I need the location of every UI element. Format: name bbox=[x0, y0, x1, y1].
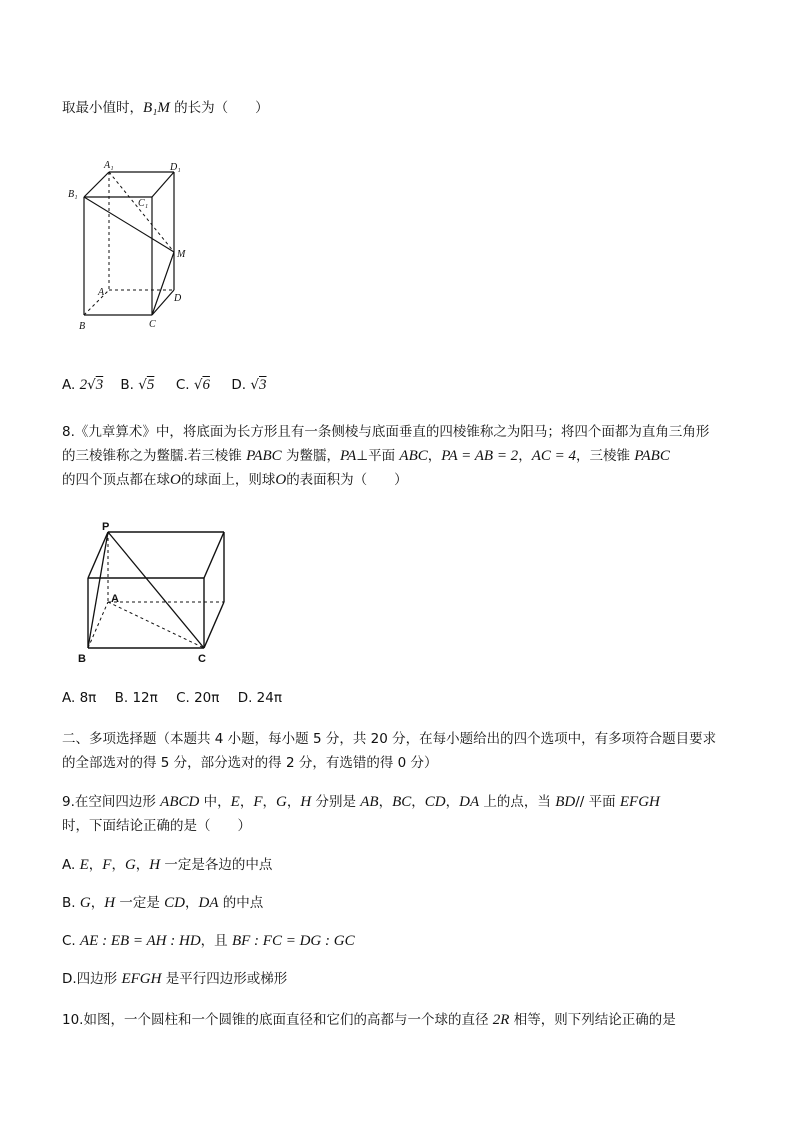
q9-math: ABCD bbox=[160, 794, 200, 810]
q10-math: 2R bbox=[492, 1012, 510, 1028]
q7-option-a-coef: 2 bbox=[79, 377, 88, 393]
q9-opt-math: E bbox=[79, 857, 89, 873]
q8-math: PABC bbox=[634, 448, 670, 464]
q9-line-2: 时，下面结论正确的是（ ） bbox=[62, 818, 251, 834]
q9-text: ， bbox=[262, 794, 276, 810]
q9-opt-math: G bbox=[79, 895, 91, 911]
q9-text: ， bbox=[378, 794, 393, 810]
q8-text: ， bbox=[518, 448, 532, 464]
q7-option-c-rad: 6 bbox=[202, 377, 210, 393]
q7-option-c[interactable] bbox=[176, 377, 214, 393]
q8-math: O bbox=[275, 472, 287, 488]
q9-opt-math: EFGH bbox=[121, 971, 162, 987]
q9-opt-text: A. bbox=[62, 857, 80, 873]
q9-opt-math: DA bbox=[198, 895, 219, 911]
q7-option-a[interactable] bbox=[62, 377, 108, 393]
q9-text: ， bbox=[445, 794, 460, 810]
q9-opt-text: 的中点 bbox=[218, 895, 264, 911]
q8-line-3 bbox=[62, 470, 408, 490]
q9-opt-text: 一定是各边的中点 bbox=[160, 857, 273, 873]
q9-option-a[interactable] bbox=[62, 855, 272, 875]
q7-expr: B₁M bbox=[143, 100, 170, 116]
fig1-label-A1: A₁ bbox=[104, 160, 114, 171]
q9-opt-text: ， bbox=[88, 857, 103, 873]
q9-text: ， bbox=[286, 794, 301, 810]
q9-text: ， bbox=[411, 794, 425, 810]
q9-opt-text: ， bbox=[90, 895, 105, 911]
fig1-label-C: C bbox=[149, 319, 156, 330]
q10-text: 10.如图，一个圆柱和一个圆锥的底面直径和它们的高都与一个球的直径 bbox=[62, 1012, 493, 1028]
q9-text: // 平面 bbox=[575, 794, 620, 810]
q9-option-c[interactable] bbox=[62, 931, 355, 951]
q10-text: 相等，则下列结论正确的是 bbox=[509, 1012, 676, 1028]
q7-option-d-rad: 3 bbox=[259, 377, 267, 393]
q9-opt-text: ， bbox=[184, 895, 199, 911]
q8-options bbox=[62, 688, 296, 708]
q9-math: AB bbox=[360, 794, 379, 810]
q9-opt-math: CD bbox=[164, 895, 185, 911]
q9-opt-math: AE : EB = AH : HD bbox=[80, 933, 201, 949]
q7-suffix: 的长为（ ） bbox=[169, 100, 269, 116]
fig1-label-B1: B₁ bbox=[68, 189, 78, 200]
q9-opt-math: BF : FC = DG : GC bbox=[231, 933, 355, 949]
q8-text: 的四个顶点都在球 bbox=[62, 472, 170, 488]
q9-math: E bbox=[230, 794, 240, 810]
fig1-label-D1: D₁ bbox=[170, 162, 181, 173]
section2-line-1: 二、多项选择题（本题共 4 小题，每小题 5 分，共 20 分，在每小题给出的四个选项中，有多项符合题目要求 bbox=[62, 731, 717, 747]
fig1-label-D: D bbox=[174, 293, 182, 304]
q9-opt-math: F bbox=[102, 857, 112, 873]
q9-math: DA bbox=[459, 794, 480, 810]
q9-option-d[interactable] bbox=[62, 969, 287, 989]
q9-opt-text: ，且 bbox=[200, 933, 232, 949]
q8-math: ABC bbox=[399, 448, 428, 464]
q8-text: ⊥平面 bbox=[356, 448, 400, 464]
sqrt-icon: √ bbox=[138, 377, 147, 393]
q9-math: BC bbox=[392, 794, 412, 810]
q8-math: PABC bbox=[246, 448, 282, 464]
q8-text: 的球面上，则球 bbox=[180, 472, 276, 488]
q8-math: PA = AB = 2 bbox=[441, 448, 519, 464]
q7-option-c-label: C. bbox=[175, 377, 194, 393]
q9-opt-text: ， bbox=[111, 857, 125, 873]
q7-question-tail bbox=[62, 98, 269, 118]
q9-opt-text: D.四边形 bbox=[62, 971, 122, 987]
q7-option-a-label: A. bbox=[62, 377, 80, 393]
fig1-label-C1: C₁ bbox=[138, 198, 149, 209]
q9-opt-text: B. bbox=[62, 895, 80, 911]
q7-option-b-label: B. bbox=[120, 377, 139, 393]
q9-text: 上的点，当 bbox=[479, 794, 556, 810]
q9-opt-math: G bbox=[124, 857, 136, 873]
q8-text: 为鳖臑， bbox=[281, 448, 340, 464]
q8-math: AC = 4 bbox=[531, 448, 576, 464]
q8-option-a[interactable]: A. 8π bbox=[62, 690, 97, 706]
q8-option-d[interactable]: D. 24π bbox=[237, 690, 282, 706]
sqrt-icon: √ bbox=[87, 377, 96, 393]
fig2-label-C: C bbox=[198, 653, 206, 665]
q9-math: F bbox=[253, 794, 263, 810]
q9-opt-math: H bbox=[104, 895, 116, 911]
q7-options bbox=[62, 375, 267, 395]
sqrt-icon: √ bbox=[250, 377, 259, 393]
q9-opt-text: 一定是 bbox=[115, 895, 165, 911]
q9-text: 中， bbox=[199, 794, 231, 810]
fig2-label-P: P bbox=[102, 521, 110, 533]
q8-math: O bbox=[170, 472, 181, 488]
q8-text: ，三棱锥 bbox=[575, 448, 635, 464]
fig1-label-A: A bbox=[98, 287, 105, 298]
q7-option-b[interactable] bbox=[120, 377, 158, 393]
q9-math: H bbox=[300, 794, 312, 810]
q8-text: 的表面积为（ ） bbox=[286, 472, 408, 488]
q9-text: ， bbox=[239, 794, 254, 810]
q8-option-c[interactable]: C. 20π bbox=[176, 690, 220, 706]
q10-line-1 bbox=[62, 1010, 676, 1030]
q9-opt-math: H bbox=[149, 857, 161, 873]
q8-line-2 bbox=[62, 446, 670, 466]
q8-option-b[interactable]: B. 12π bbox=[114, 690, 158, 706]
q9-opt-text: C. bbox=[62, 933, 81, 949]
q7-prefix: 取最小值时， bbox=[62, 100, 143, 116]
q7-option-d-label: D. bbox=[231, 377, 251, 393]
q9-math: G bbox=[275, 794, 287, 810]
q8-text: ， bbox=[427, 448, 442, 464]
q8-math: PA bbox=[339, 448, 357, 464]
fig2-label-B: B bbox=[78, 653, 86, 665]
q9-line-1 bbox=[62, 792, 660, 812]
q9-math: EFGH bbox=[619, 794, 660, 810]
q9-text: 分别是 bbox=[311, 794, 361, 810]
fig1-label-B: B bbox=[79, 321, 86, 332]
q9-option-b[interactable] bbox=[62, 893, 263, 913]
q9-opt-text: ， bbox=[135, 857, 150, 873]
fig1-label-M: M bbox=[177, 249, 186, 260]
q9-text: 9.在空间四边形 bbox=[62, 794, 161, 810]
q7-option-a-rad: 3 bbox=[95, 377, 104, 393]
q7-option-b-rad: 5 bbox=[146, 377, 155, 393]
prism-figure bbox=[64, 155, 194, 335]
q8-text: 的三棱锥称之为鳖臑.若三棱锥 bbox=[62, 448, 247, 464]
q9-opt-text: 是平行四边形或梯形 bbox=[161, 971, 288, 987]
q9-math: CD bbox=[424, 794, 446, 810]
tetrahedron-box-figure bbox=[74, 520, 244, 670]
q8-line-1: 8.《九章算术》中，将底面为长方形且有一条侧棱与底面垂直的四棱锥称之为阳马；将四个面都为直角三角形 bbox=[62, 424, 710, 440]
section2-line-2: 的全部选对的得 5 分，部分选对的得 2 分，有选错的得 0 分） bbox=[62, 755, 438, 771]
q9-math: BD bbox=[555, 794, 576, 810]
sqrt-icon: √ bbox=[193, 377, 203, 393]
q7-option-d[interactable] bbox=[231, 377, 266, 393]
fig2-label-A: A bbox=[111, 593, 119, 605]
